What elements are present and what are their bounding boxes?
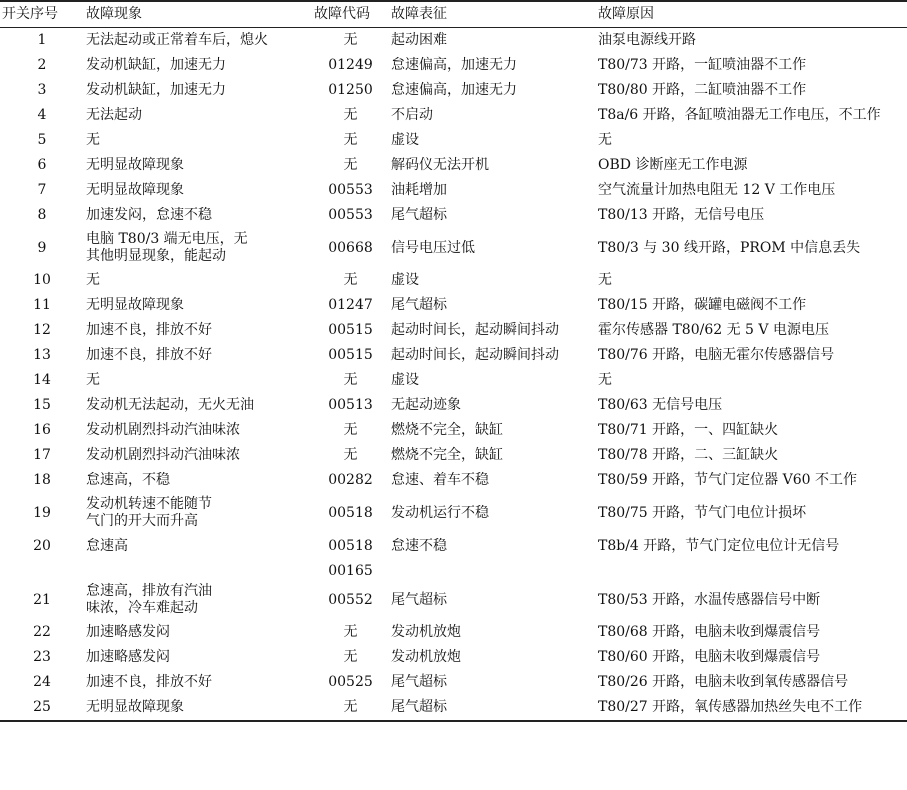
cell-switch-number: 15 <box>33 397 51 413</box>
cell-fault-code <box>312 318 389 343</box>
cell-switch-number: 23 <box>33 649 51 665</box>
fault-code-value: 01250 <box>328 82 373 98</box>
cell-fault-code <box>312 695 389 721</box>
table-row <box>0 468 907 493</box>
symptom-line: 加速发闷，怠速不稳 <box>86 207 212 223</box>
table-row <box>0 268 907 293</box>
header-fault-cause: 故障原因 <box>596 1 907 28</box>
cell-fault-code <box>312 178 389 203</box>
table-row <box>0 645 907 670</box>
table-row <box>0 103 907 128</box>
cell-fault-cause: T8b/4 开路，节气门定位电位计无信号 <box>598 538 840 554</box>
table-row <box>0 493 907 533</box>
cell-fault-symptom <box>84 620 312 645</box>
cell-fault-symptom <box>84 468 312 493</box>
cell-switch-number: 1 <box>37 32 47 48</box>
cell-fault-feature: 燃烧不完全，缺缸 <box>391 447 503 463</box>
fault-code-value: 00553 <box>328 182 373 198</box>
symptom-line: 加速不良，排放不好 <box>86 322 212 338</box>
table-row <box>0 418 907 443</box>
cell-fault-feature: 怠速偏高，加速无力 <box>391 57 517 73</box>
cell-fault-symptom <box>84 293 312 318</box>
symptom-line: 无 <box>86 132 100 148</box>
cell-fault-symptom <box>84 533 312 580</box>
table-row <box>0 620 907 645</box>
cell-switch-number: 9 <box>37 239 47 256</box>
symptom-line: 无法起动 <box>86 107 142 123</box>
cell-fault-cause: T80/60 开路，电脑未收到爆震信号 <box>598 649 821 665</box>
cell-fault-code <box>312 78 389 103</box>
symptom-line: 无明显故障现象 <box>86 157 184 173</box>
symptom-line: 无 <box>86 272 100 288</box>
cell-fault-code <box>312 493 389 533</box>
cell-fault-cause: T80/3 与 30 线开路，PROM 中信息丢失 <box>598 239 861 256</box>
cell-fault-code <box>312 580 389 620</box>
cell-switch-number: 21 <box>33 591 51 608</box>
cell-fault-feature: 虚设 <box>391 372 419 388</box>
cell-fault-symptom <box>84 203 312 228</box>
cell-switch-number: 3 <box>37 82 47 98</box>
fault-code-value: 无 <box>343 32 358 48</box>
table-row <box>0 53 907 78</box>
cell-fault-feature: 燃烧不完全，缺缸 <box>391 422 503 438</box>
cell-fault-cause: T80/15 开路，碳罐电磁阀不工作 <box>598 297 807 313</box>
cell-switch-number: 19 <box>33 504 51 521</box>
cell-fault-code <box>312 533 389 580</box>
cell-fault-cause: T80/75 开路，节气门电位计损坏 <box>598 504 807 521</box>
table-body <box>0 28 907 722</box>
cell-fault-cause: T80/68 开路，电脑未收到爆震信号 <box>598 624 821 640</box>
table-row <box>0 343 907 368</box>
cell-switch-number: 5 <box>37 132 47 148</box>
cell-fault-feature: 怠速偏高，加速无力 <box>391 82 517 98</box>
cell-fault-cause: T80/26 开路，电脑未收到氧传感器信号 <box>598 674 849 690</box>
cell-fault-code <box>312 203 389 228</box>
symptom-line: 无明显故障现象 <box>86 182 184 198</box>
fault-code-value: 00515 <box>328 322 373 338</box>
cell-fault-code <box>312 103 389 128</box>
symptom-line: 发动机剧烈抖动汽油味浓 <box>86 422 240 438</box>
fault-code-value: 00518 <box>328 538 373 554</box>
cell-fault-cause: T80/78 开路，二、三缸缺火 <box>598 447 779 463</box>
cell-switch-number: 6 <box>37 157 47 173</box>
table-row <box>0 28 907 54</box>
cell-fault-feature: 起动时间长，起动瞬间抖动 <box>391 322 559 338</box>
cell-fault-cause: T80/71 开路，一、四缸缺火 <box>598 422 779 438</box>
fault-code-value: 00165 <box>328 563 373 579</box>
cell-fault-code <box>312 645 389 670</box>
symptom-line: 发动机缺缸，加速无力 <box>86 82 226 98</box>
cell-fault-symptom <box>84 53 312 78</box>
cell-fault-cause: T80/63 无信号电压 <box>598 397 723 413</box>
table-header <box>0 1 907 28</box>
cell-fault-cause: OBD 诊断座无工作电源 <box>598 157 748 173</box>
fault-code-value: 无 <box>343 624 358 640</box>
table-row <box>0 443 907 468</box>
fault-code-value: 00553 <box>328 207 373 223</box>
symptom-line: 发动机剧烈抖动汽油味浓 <box>86 447 240 463</box>
cell-fault-cause: T80/53 开路，水温传感器信号中断 <box>598 591 821 608</box>
cell-fault-symptom <box>84 343 312 368</box>
cell-switch-number: 18 <box>33 472 51 488</box>
header-fault-code: 故障代码 <box>312 1 389 28</box>
fault-code-value: 00518 <box>328 504 373 521</box>
cell-fault-symptom <box>84 78 312 103</box>
fault-code-value: 无 <box>343 272 358 288</box>
cell-switch-number: 10 <box>33 272 51 288</box>
cell-fault-feature: 无起动迹象 <box>391 397 461 413</box>
fault-code-value: 00668 <box>328 239 373 256</box>
cell-fault-code <box>312 128 389 153</box>
cell-fault-symptom <box>84 318 312 343</box>
cell-fault-feature: 尾气超标 <box>391 591 447 608</box>
fault-code-value: 00513 <box>328 397 373 413</box>
symptom-line: 发动机无法起动，无火无油 <box>86 397 254 413</box>
cell-fault-feature: 虚设 <box>391 272 419 288</box>
table-row <box>0 78 907 103</box>
table-row <box>0 670 907 695</box>
symptom-line: 怠速高，排放有汽油 <box>86 583 212 599</box>
cell-fault-code <box>312 443 389 468</box>
symptom-line: 气门的开大而升高 <box>86 513 198 529</box>
cell-fault-cause: T80/73 开路，一缸喷油器不工作 <box>598 57 807 73</box>
cell-fault-code <box>312 228 389 268</box>
cell-fault-cause: T80/27 开路，氧传感器加热丝失电不工作 <box>596 695 907 721</box>
fault-code-value: 00515 <box>328 347 373 363</box>
cell-fault-code <box>312 620 389 645</box>
table-row <box>0 368 907 393</box>
cell-fault-symptom <box>84 153 312 178</box>
symptom-line: 怠速高 <box>86 538 128 554</box>
fault-code-value: 无 <box>343 649 358 665</box>
cell-switch-number: 2 <box>37 57 47 73</box>
table-row <box>0 293 907 318</box>
cell-fault-feature: 怠速不稳 <box>391 538 447 554</box>
cell-switch-number: 22 <box>33 624 51 640</box>
table-row <box>0 695 907 721</box>
cell-switch-number: 24 <box>33 674 51 690</box>
symptom-line: 味浓，冷车难起动 <box>86 600 198 616</box>
symptom-line: 发动机缺缸，加速无力 <box>86 57 226 73</box>
cell-switch-number: 12 <box>33 322 51 338</box>
symptom-line: 发动机转速不能随节 <box>86 496 212 512</box>
cell-fault-symptom <box>84 103 312 128</box>
cell-fault-cause: 霍尔传感器 T80/62 无 5 V 电源电压 <box>598 322 829 338</box>
cell-fault-symptom <box>84 28 312 54</box>
cell-fault-feature: 尾气超标 <box>391 674 447 690</box>
cell-switch-number: 8 <box>37 207 47 223</box>
symptom-line: 电脑 T80/3 端无电压，无 <box>86 231 248 247</box>
cell-fault-feature: 起动困难 <box>391 32 447 48</box>
table-row <box>0 318 907 343</box>
fault-code-value: 00525 <box>328 674 373 690</box>
cell-fault-code <box>312 153 389 178</box>
table-row <box>0 128 907 153</box>
cell-fault-code <box>312 343 389 368</box>
cell-switch-number: 4 <box>37 107 47 123</box>
cell-fault-feature: 发动机放炮 <box>391 624 461 640</box>
cell-fault-feature: 尾气超标 <box>389 695 596 721</box>
table-row <box>0 153 907 178</box>
fault-code-value: 无 <box>343 107 358 123</box>
cell-fault-feature: 油耗增加 <box>391 182 447 198</box>
cell-switch-number: 11 <box>33 297 51 313</box>
symptom-line: 怠速高，不稳 <box>86 472 170 488</box>
header-switch-number: 开关序号 <box>0 1 84 28</box>
cell-fault-code <box>312 368 389 393</box>
cell-fault-symptom <box>84 368 312 393</box>
fault-code-value: 无 <box>343 447 358 463</box>
cell-fault-cause: 空气流量计加热电阻无 12 V 工作电压 <box>598 182 836 198</box>
symptom-line: 无明显故障现象 <box>86 699 184 715</box>
table-row <box>0 203 907 228</box>
cell-fault-symptom <box>84 178 312 203</box>
cell-switch-number: 20 <box>33 538 51 554</box>
cell-fault-feature: 怠速、着车不稳 <box>391 472 489 488</box>
symptom-line: 无 <box>86 372 100 388</box>
table-row <box>0 580 907 620</box>
symptom-line: 无法起动或正常着车后，熄火 <box>86 32 268 48</box>
symptom-line: 加速不良，排放不好 <box>86 347 212 363</box>
header-fault-feature: 故障表征 <box>389 1 596 28</box>
cell-fault-symptom <box>84 128 312 153</box>
cell-fault-cause: T80/80 开路，二缸喷油器不工作 <box>598 82 807 98</box>
cell-fault-feature: 尾气超标 <box>391 297 447 313</box>
symptom-line: 其他明显现象，能起动 <box>86 248 226 264</box>
table-row <box>0 178 907 203</box>
fault-code-value: 无 <box>343 132 358 148</box>
cell-fault-feature: 起动时间长，起动瞬间抖动 <box>391 347 559 363</box>
cell-fault-feature: 不启动 <box>391 107 433 123</box>
cell-fault-feature: 发动机放炮 <box>391 649 461 665</box>
cell-fault-cause: T80/59 开路，节气门定位器 V60 不工作 <box>598 472 857 488</box>
cell-fault-code <box>312 670 389 695</box>
cell-fault-symptom <box>84 418 312 443</box>
cell-fault-cause: 无 <box>598 132 612 148</box>
table-row <box>0 533 907 580</box>
cell-switch-number: 7 <box>37 182 47 198</box>
cell-fault-code <box>312 53 389 78</box>
cell-fault-cause: 油泵电源线开路 <box>598 32 696 48</box>
cell-switch-number: 17 <box>33 447 51 463</box>
header-fault-symptom: 故障现象 <box>84 1 312 28</box>
cell-fault-feature: 解码仪无法开机 <box>391 157 489 173</box>
cell-switch-number: 25 <box>0 695 84 721</box>
table-row <box>0 228 907 268</box>
cell-fault-symptom <box>84 670 312 695</box>
fault-code-value: 无 <box>343 157 358 173</box>
symptom-line: 加速略感发闷 <box>86 624 170 640</box>
cell-switch-number: 16 <box>33 422 51 438</box>
fault-code-value: 01249 <box>328 57 373 73</box>
cell-fault-feature: 发动机运行不稳 <box>391 504 489 521</box>
cell-fault-symptom <box>84 493 312 533</box>
header-row <box>0 1 907 28</box>
cell-fault-feature: 尾气超标 <box>391 207 447 223</box>
table-row <box>0 393 907 418</box>
symptom-line: 加速不良，排放不好 <box>86 674 212 690</box>
cell-fault-symptom <box>84 228 312 268</box>
cell-switch-number: 14 <box>33 372 51 388</box>
fault-code-value: 无 <box>343 699 358 715</box>
cell-fault-code <box>312 268 389 293</box>
cell-fault-code <box>312 418 389 443</box>
fault-code-value: 无 <box>343 372 358 388</box>
cell-fault-symptom <box>84 443 312 468</box>
cell-fault-cause: T80/13 开路，无信号电压 <box>598 207 765 223</box>
cell-fault-cause: T80/76 开路，电脑无霍尔传感器信号 <box>598 347 835 363</box>
fault-code-value: 00552 <box>328 591 373 608</box>
symptom-line: 加速略感发闷 <box>86 649 170 665</box>
symptom-line: 无明显故障现象 <box>86 297 184 313</box>
cell-fault-code <box>312 293 389 318</box>
cell-fault-symptom <box>84 695 312 721</box>
cell-fault-cause: 无 <box>598 272 612 288</box>
fault-code-value: 00282 <box>328 472 373 488</box>
cell-fault-code <box>312 468 389 493</box>
cell-fault-code <box>312 393 389 418</box>
cell-fault-symptom <box>84 580 312 620</box>
cell-fault-symptom <box>84 268 312 293</box>
cell-fault-cause: T8a/6 开路，各缸喷油器无工作电压，不工作 <box>598 107 881 123</box>
cell-fault-feature: 虚设 <box>391 132 419 148</box>
cell-fault-symptom <box>84 645 312 670</box>
cell-fault-symptom <box>84 393 312 418</box>
cell-fault-cause: 无 <box>598 372 612 388</box>
cell-switch-number: 13 <box>33 347 51 363</box>
cell-fault-feature: 信号电压过低 <box>391 239 475 256</box>
cell-fault-code <box>312 28 389 54</box>
fault-code-value: 无 <box>343 422 358 438</box>
fault-code-value: 01247 <box>328 297 373 313</box>
